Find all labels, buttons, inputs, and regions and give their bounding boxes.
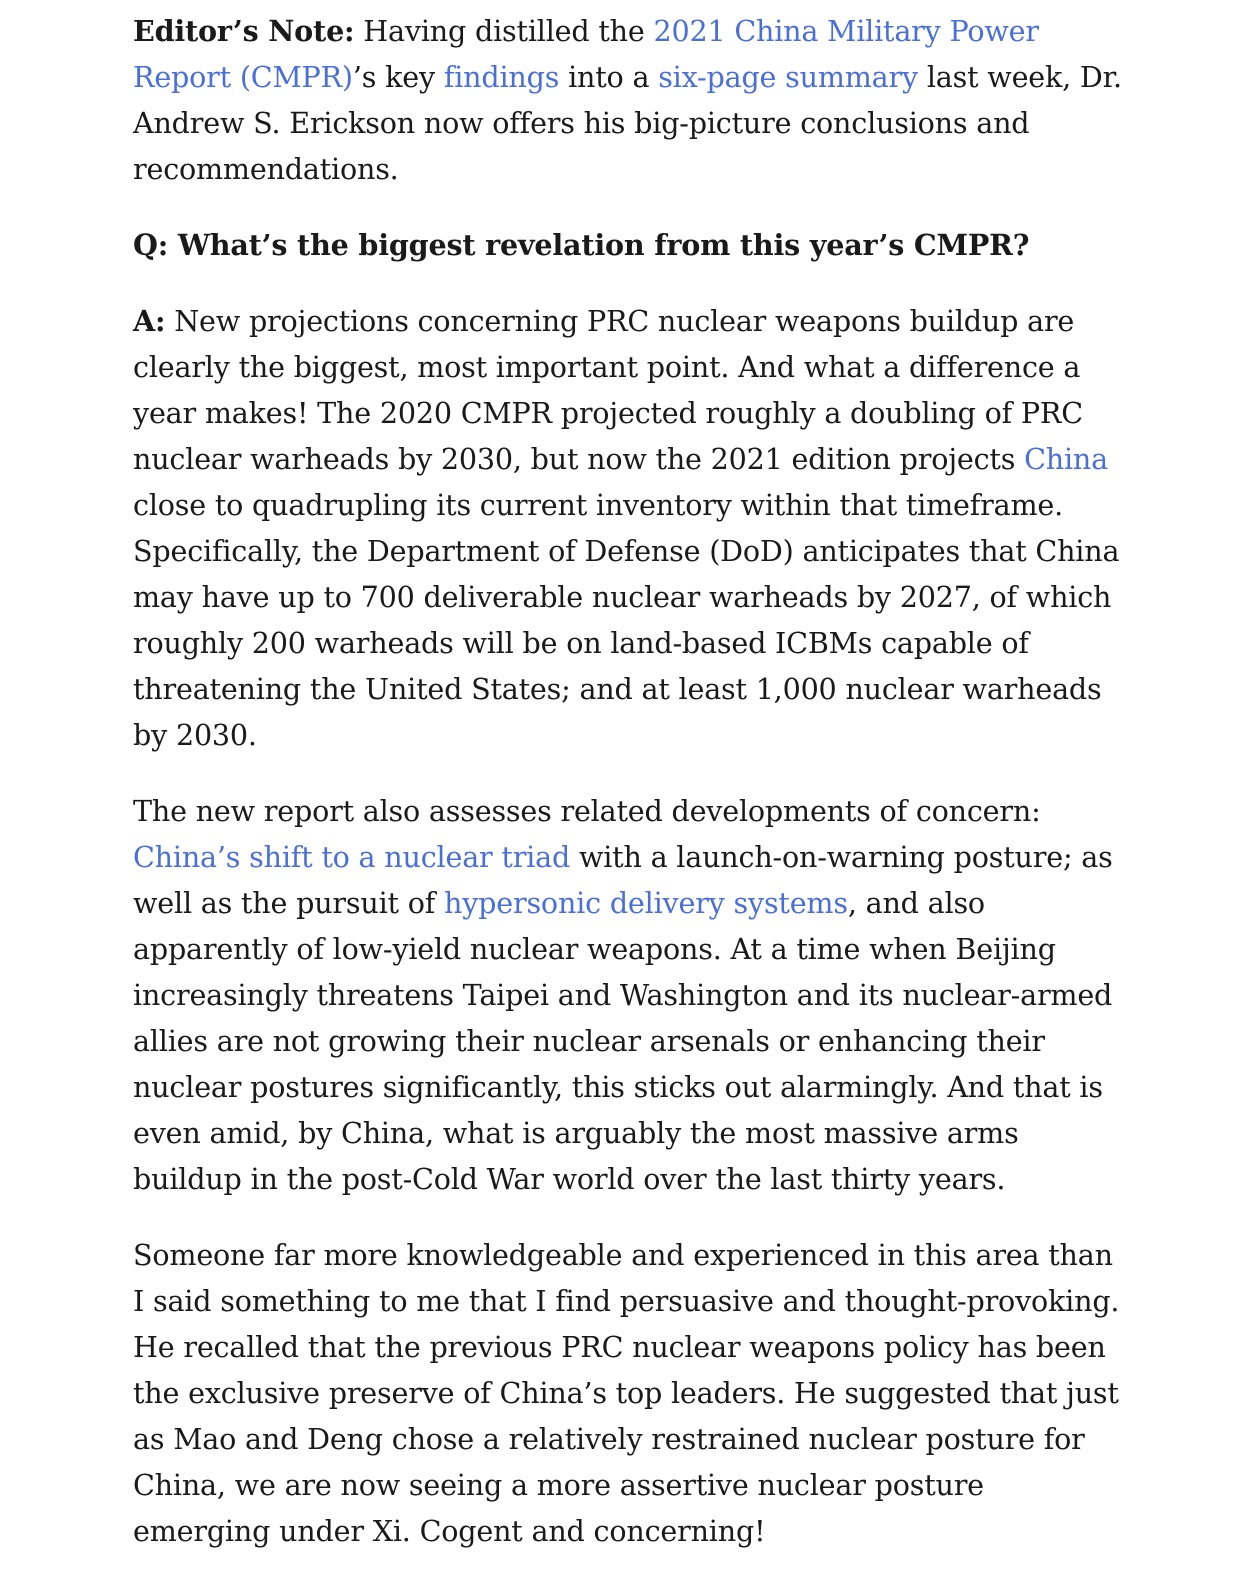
article-body (133, 8, 1123, 1584)
hypersonic-systems-link[interactable]: hypersonic delivery systems (444, 886, 848, 920)
answer-paragraph (133, 298, 1123, 758)
answer-label: A: (133, 304, 166, 338)
editors-note-text: into a (559, 60, 659, 94)
answer-text: New projections concerning PRC nuclear weapons buildup are clearly the biggest, most important point. And what a difference a year makes! The 2020 CMPR projected roughly a doubling of PRC nuclear warheads by 2030, but now the 2021 edition projects (133, 304, 1083, 476)
editors-note-label: Editor’s Note: (133, 14, 355, 48)
editors-note-paragraph (133, 8, 1123, 192)
nuclear-triad-link[interactable]: China’s shift to a nuclear triad (133, 840, 571, 874)
paragraph-text: Someone far more knowledgeable and experienced in this area than I said something to me that I find persuasive and thought-provoking. He recalled that the previous PRC nuclear weapons policy has been the exclusive preserve of China’s top leaders. He suggested that just as Mao and Deng chose a relatively restrained nuclear posture for China, we are now seeing a more assertive nuclear posture emerging under Xi. Cogent and concerning! (133, 1238, 1120, 1548)
expert-opinion-paragraph (133, 1232, 1123, 1554)
paragraph-text: , and also apparently of low-yield nuclear weapons. At a time when Beijing increasingly threatens Taipei and Washington and its nuclear-armed allies are not growing their nuclear arsenals or enhancing their nuclear postures significantly, this sticks out alarmingly. And that is even amid, by China, what is arguably the most massive arms buildup in the post-Cold War world over the last thirty years. (133, 886, 1113, 1196)
editors-note-text: Having distilled the (354, 14, 654, 48)
developments-paragraph (133, 788, 1123, 1202)
editors-note-text: ’s key (352, 60, 444, 94)
six-page-summary-link[interactable]: six-page summary (658, 60, 918, 94)
paragraph-text: with a launch-on-warning posture; as well as the pursuit of (133, 840, 1113, 920)
findings-link[interactable]: findings (443, 60, 560, 94)
question-heading (133, 222, 1123, 268)
paragraph-text: The new report also assesses related developments of concern: (133, 794, 1041, 828)
answer-text: close to quadrupling its current inventory within that timeframe. Specifically, the Department of Defense (DoD) anticipates that China may have up to 700 deliverable nuclear warheads by 2027, of which roughly 200 warheads will be on land-based ICBMs capable of threatening the United States; and at least 1,000 nuclear warheads by 2030. (133, 488, 1120, 752)
question-text: Q: What’s the biggest revelation from this year’s CMPR? (133, 228, 1030, 262)
cmpr-report-link[interactable]: 2021 China Military Power Report (CMPR) (133, 14, 1039, 94)
editors-note-text: last week, Dr. Andrew S. Erickson now offers his big-picture conclusions and recommendations. (133, 60, 1122, 186)
china-link[interactable]: China (1024, 442, 1108, 476)
